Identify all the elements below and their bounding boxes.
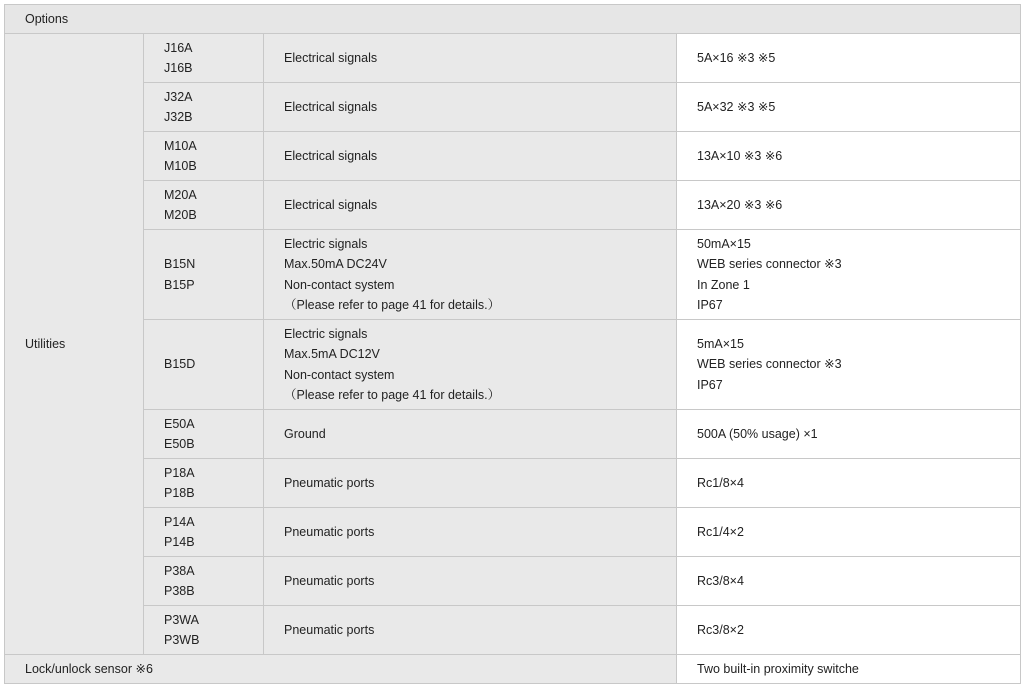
lock-sensor-value: Two built-in proximity switche (677, 655, 1021, 684)
spec-cell (677, 34, 1021, 83)
spec-cell (677, 132, 1021, 181)
spec-text: WEB series connector ※3 (697, 357, 842, 372)
description-text: Electric signals (284, 326, 368, 341)
spec-text: IP67 (697, 298, 723, 312)
spec-cell (677, 508, 1021, 557)
model-code-cell (144, 320, 264, 410)
description-cell (264, 557, 677, 606)
model-code: P18B (164, 486, 195, 500)
model-code: M20B (164, 208, 197, 222)
description-text: （Please refer to page 41 for details.） (284, 388, 501, 402)
description-cell (264, 606, 677, 655)
table-row (5, 34, 1021, 83)
spec-cell (677, 83, 1021, 132)
model-code: E50B (164, 437, 195, 451)
description-cell (264, 34, 677, 83)
description-text: Max.50mA DC24V (284, 257, 387, 271)
model-code: J16B (164, 61, 193, 75)
table-row (5, 320, 1021, 410)
model-code-cell (144, 230, 264, 320)
spec-cell (677, 410, 1021, 459)
lock-sensor-label: Lock/unlock sensor ※6 (5, 655, 677, 684)
description-text: Pneumatic ports (284, 622, 375, 637)
model-code: P38A (164, 563, 195, 578)
model-code-cell (144, 606, 264, 655)
model-code: M20A (164, 187, 197, 202)
model-code-cell (144, 132, 264, 181)
description-text: Electrical signals (284, 148, 378, 163)
model-code: P14B (164, 535, 195, 549)
description-text: Pneumatic ports (284, 475, 375, 490)
description-cell (264, 508, 677, 557)
model-code: P3WA (164, 612, 199, 627)
model-code: M10B (164, 159, 197, 173)
description-cell (264, 181, 677, 230)
model-code: J32A (164, 89, 193, 104)
spec-text: 5mA×15 (697, 336, 744, 351)
model-code-cell (144, 459, 264, 508)
table-row (5, 655, 1021, 684)
spec-text: 5A×32 ※3 ※5 (697, 99, 776, 114)
spec-text: In Zone 1 (697, 277, 750, 292)
table-row (5, 410, 1021, 459)
model-code: P18A (164, 465, 195, 480)
model-code-cell (144, 508, 264, 557)
description-text: Pneumatic ports (284, 524, 375, 539)
description-cell (264, 83, 677, 132)
model-code: J16A (164, 40, 193, 55)
model-code: P14A (164, 514, 195, 529)
description-text: Electrical signals (284, 99, 378, 114)
description-cell (264, 132, 677, 181)
table-row (5, 557, 1021, 606)
model-code: J32B (164, 110, 193, 124)
spec-cell (677, 557, 1021, 606)
description-cell (264, 230, 677, 320)
description-cell (264, 459, 677, 508)
table-title: Options (5, 5, 1021, 34)
description-text: （Please refer to page 41 for details.） (284, 298, 501, 312)
description-text: Electrical signals (284, 50, 378, 65)
model-code: P38B (164, 584, 195, 598)
spec-text: 13A×10 ※3 ※6 (697, 148, 783, 163)
spec-cell (677, 181, 1021, 230)
options-table (4, 4, 1021, 684)
model-code-cell (144, 34, 264, 83)
description-text: Pneumatic ports (284, 573, 375, 588)
model-code: B15N (164, 257, 196, 271)
table-row (5, 83, 1021, 132)
table-row (5, 606, 1021, 655)
model-code-cell (144, 557, 264, 606)
description-cell (264, 410, 677, 459)
spec-text: 5A×16 ※3 ※5 (697, 50, 776, 65)
model-code-cell (144, 410, 264, 459)
header-row (5, 5, 1021, 34)
model-code-cell (144, 83, 264, 132)
model-code: M10A (164, 138, 197, 153)
table-row (5, 459, 1021, 508)
description-text: Non-contact system (284, 277, 395, 292)
description-text: Ground (284, 426, 326, 441)
model-code: P3WB (164, 633, 200, 647)
description-text: Max.5mA DC12V (284, 347, 380, 361)
spec-text: 50mA×15 (697, 236, 751, 251)
spec-text: IP67 (697, 377, 723, 392)
spec-cell (677, 320, 1021, 410)
model-code: B15D (164, 357, 196, 372)
description-text: Electrical signals (284, 197, 378, 212)
table-row (5, 230, 1021, 320)
spec-cell (677, 459, 1021, 508)
spec-text: Rc1/4×2 (697, 524, 744, 539)
table-row (5, 132, 1021, 181)
spec-text: Rc1/8×4 (697, 475, 744, 490)
model-code-cell (144, 181, 264, 230)
description-text: Electric signals (284, 236, 368, 251)
spec-text: Rc3/8×4 (697, 573, 744, 588)
utilities-label: Utilities (5, 34, 144, 655)
description-text: Non-contact system (284, 367, 395, 382)
spec-text: Rc3/8×2 (697, 622, 744, 637)
spec-text: WEB series connector ※3 (697, 257, 842, 271)
description-cell (264, 320, 677, 410)
spec-cell (677, 230, 1021, 320)
table-row (5, 508, 1021, 557)
table-row (5, 181, 1021, 230)
model-code: B15P (164, 277, 195, 292)
spec-text: 500A (50% usage) ×1 (697, 426, 818, 441)
model-code: E50A (164, 416, 195, 431)
spec-cell (677, 606, 1021, 655)
spec-text: 13A×20 ※3 ※6 (697, 197, 783, 212)
